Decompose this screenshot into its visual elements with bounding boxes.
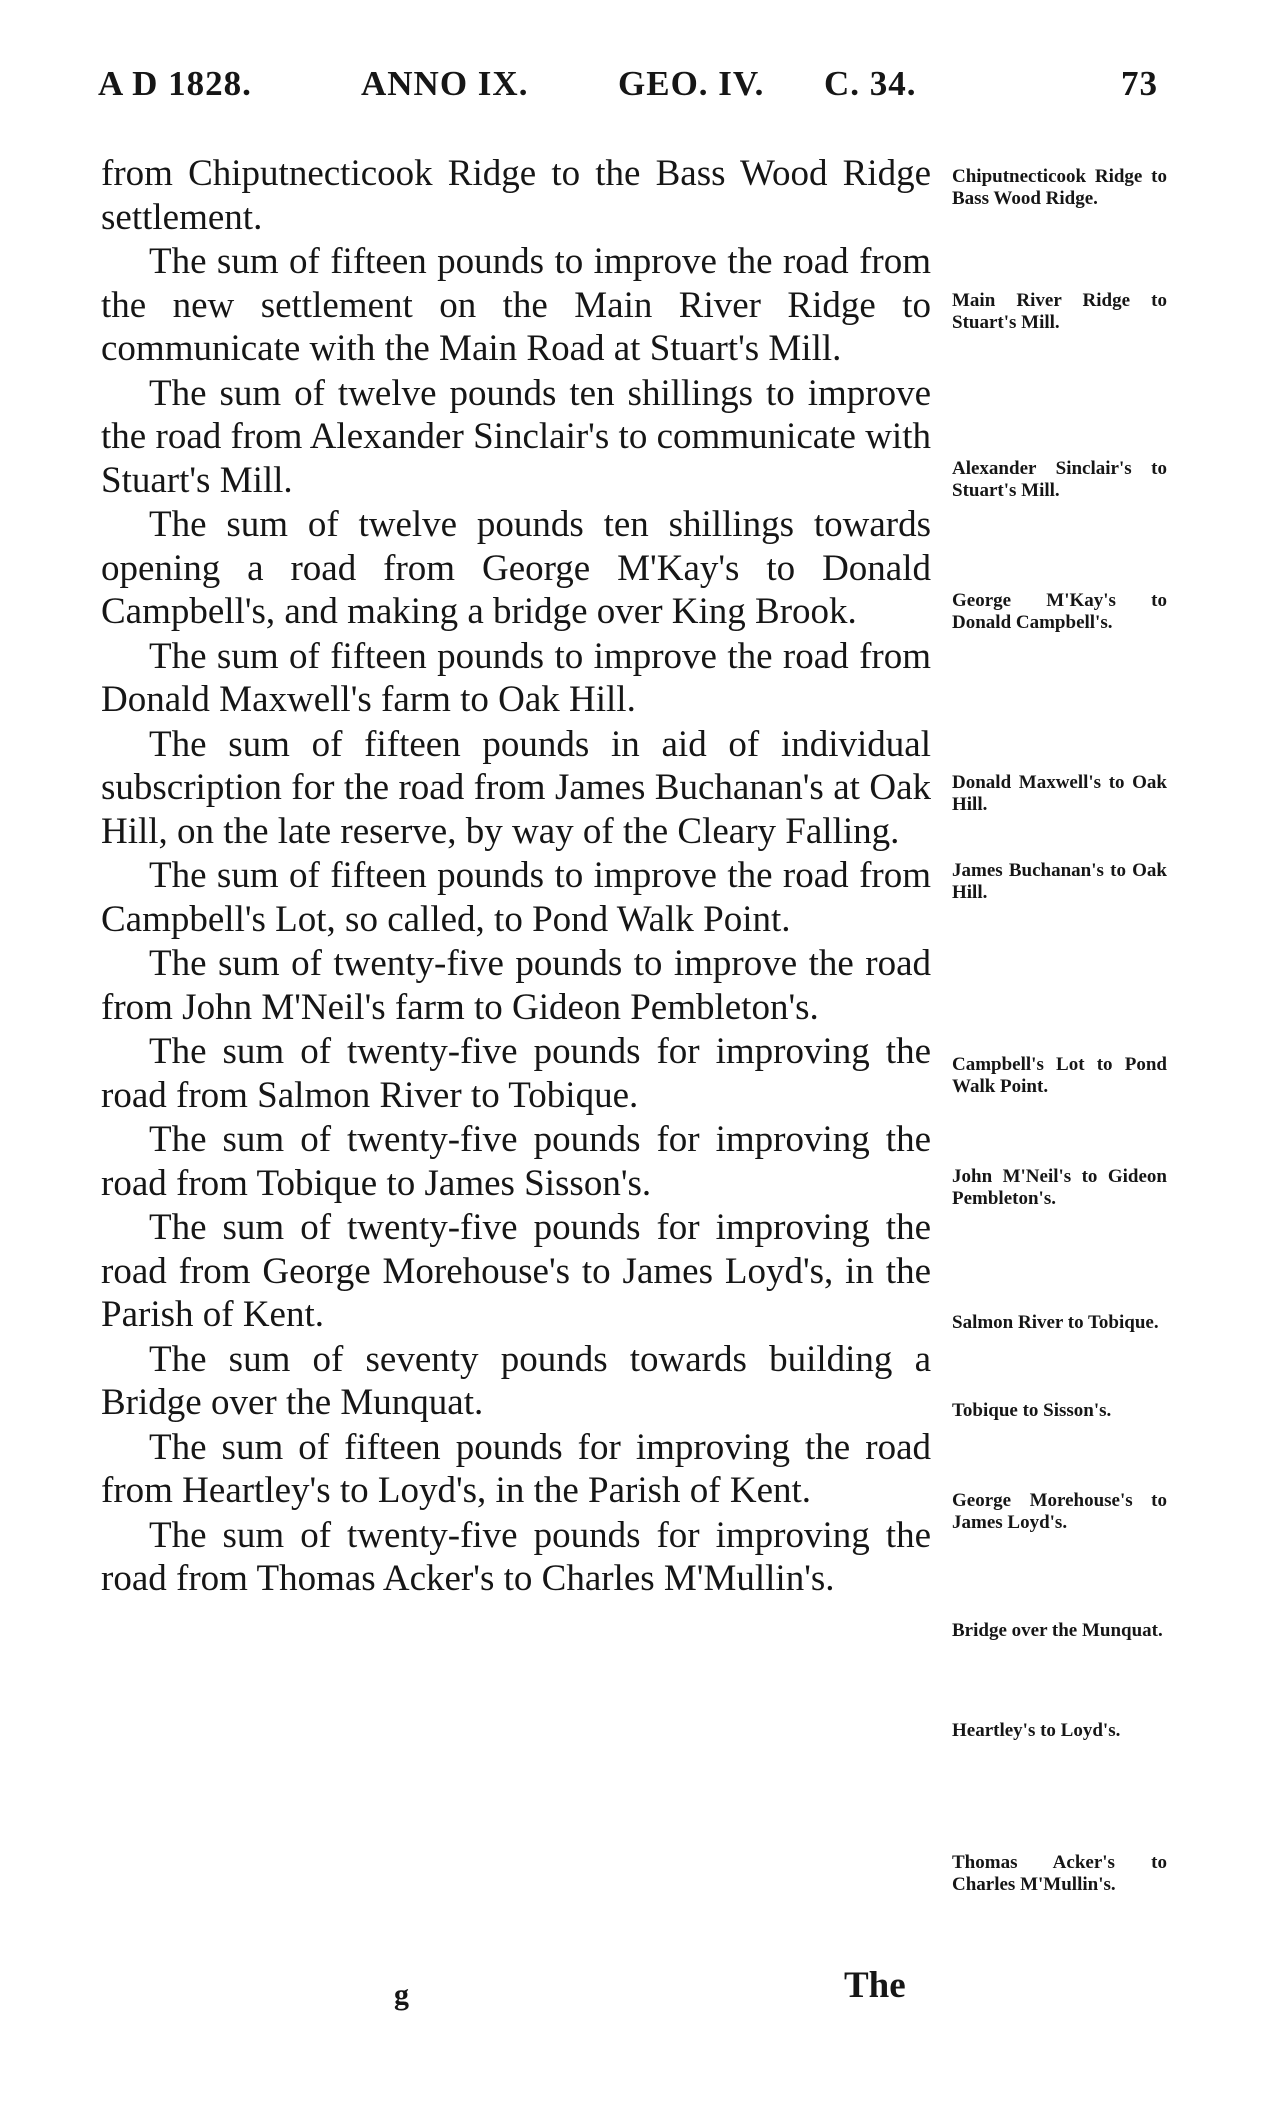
catchword: The [844, 1965, 906, 2006]
paragraph: The sum of twelve pounds ten shillings towards opening a road from George M'Kay's to Donald Campbell's, and making a bridge over King Brook. [101, 504, 931, 632]
paragraph: The sum of twenty-five pounds for improving the road from Tobique to James Sisson's. [101, 1119, 931, 1204]
marginal-note: George Morehouse's to James Loyd's. [952, 1490, 1167, 1533]
marginal-note: Heartley's to Loyd's. [952, 1720, 1121, 1741]
paragraph: from Chiputnecticook Ridge to the Bass Wood Ridge settlement. [101, 153, 931, 238]
paragraph: The sum of fifteen pounds to improve the road from Donald Maxwell's farm to Oak Hill. [101, 635, 931, 720]
marginal-note: James Buchanan's to Oak Hill. [952, 860, 1167, 903]
paragraph: The sum of fifteen pounds in aid of individual subscription for the road from James Buchanan's at Oak Hill, on the late reserve, by way of the Cleary Falling. [101, 723, 931, 852]
running-header [98, 64, 1158, 114]
marginal-note: Alexander Sinclair's to Stuart's Mill. [952, 458, 1167, 501]
marginal-note: John M'Neil's to Gideon Pembleton's. [952, 1166, 1167, 1209]
paragraph: The sum of seventy pounds towards building a Bridge over the Munquat. [101, 1338, 931, 1423]
page-number: 73 [1121, 64, 1158, 103]
body-text [101, 152, 931, 1602]
marginal-note: Bridge over the Munquat. [952, 1620, 1163, 1641]
signature-mark: g [394, 1978, 409, 2011]
paragraph: The sum of twenty-five pounds for improving the road from George Morehouse's to James Loyd's, in the Parish of Kent. [101, 1207, 931, 1335]
paragraph: The sum of fifteen pounds for improving the road from Heartley's to Loyd's, in the Parish of Kent. [101, 1426, 931, 1511]
paragraph: The sum of twelve pounds ten shillings to improve the road from Alexander Sinclair's to communicate with Stuart's Mill. [101, 372, 931, 501]
marginal-note: Salmon River to Tobique. [952, 1312, 1159, 1333]
paragraph: The sum of fifteen pounds to improve the road from the new settlement on the Main River Ridge to communicate with the Main Road at Stuart's Mill. [101, 241, 931, 369]
marginal-note: George M'Kay's to Donald Campbell's. [952, 590, 1167, 633]
marginal-note: Chiputnecticook Ridge to Bass Wood Ridge. [952, 166, 1167, 209]
marginal-note: Tobique to Sisson's. [952, 1400, 1112, 1421]
header-anno: ANNO IX. [361, 64, 529, 103]
paragraph: The sum of fifteen pounds to improve the road from Campbell's Lot, so called, to Pond Walk Point. [101, 855, 931, 940]
paragraph: The sum of twenty-five pounds for improving the road from Thomas Acker's to Charles M'Mullin's. [101, 1514, 931, 1599]
marginal-note: Donald Maxwell's to Oak Hill. [952, 772, 1167, 815]
marginal-note: Main River Ridge to Stuart's Mill. [952, 290, 1167, 333]
paragraph: The sum of twenty-five pounds for improving the road from Salmon River to Tobique. [101, 1031, 931, 1116]
marginal-note: Campbell's Lot to Pond Walk Point. [952, 1054, 1167, 1097]
header-reign: GEO. IV. [618, 64, 765, 103]
paragraph: The sum of twenty-five pounds to improve the road from John M'Neil's farm to Gideon Pembleton's. [101, 943, 931, 1028]
header-chapter: C. 34. [824, 64, 917, 103]
marginal-note: Thomas Acker's to Charles M'Mullin's. [952, 1852, 1167, 1895]
header-date: A D 1828. [98, 64, 252, 103]
